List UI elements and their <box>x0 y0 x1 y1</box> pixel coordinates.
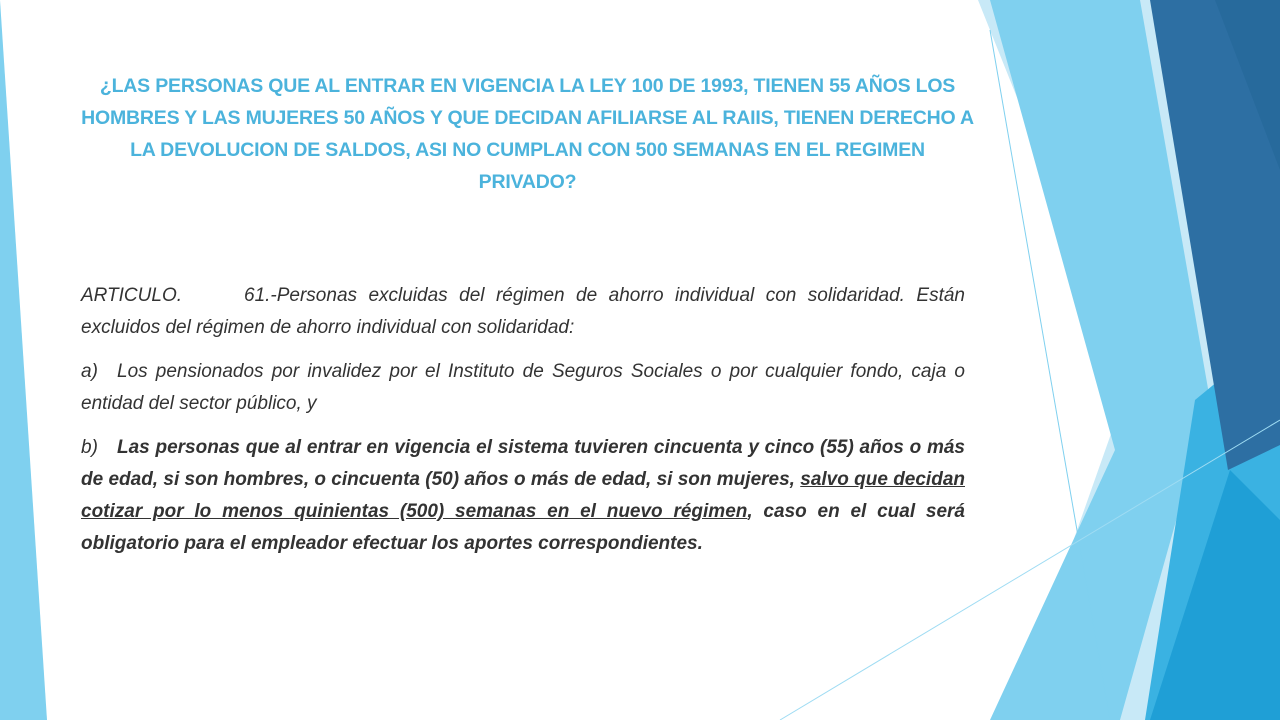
article-intro-text: 61.-Personas excluidas del régimen de ahorro individual con solidaridad. Están excluidos del régimen de ahorro individual con solidaridad: <box>81 285 965 338</box>
item-b-paragraph <box>81 432 965 560</box>
article-body <box>81 280 965 572</box>
article-intro-paragraph <box>81 280 965 344</box>
item-b-underlined-text: salvo que decidan cotizar por lo menos quinientas (500) semanas en el nuevo régimen <box>81 469 965 522</box>
item-b-end-text: , caso en el cual será obligatorio para el empleador efectuar los aportes correspondientes. <box>81 501 965 554</box>
article-heading: ARTICULO. <box>81 285 183 306</box>
left-triangle-shape <box>0 0 47 720</box>
item-a-marker: a) <box>81 361 98 382</box>
item-b-bold-text: Las personas que al entrar en vigencia el sistema tuvieren cincuenta y cinco (55) años o más de edad, si son hombres, o cincuenta (50) años o más de edad, si son mujeres, <box>81 437 965 490</box>
item-b-marker: b) <box>81 437 98 458</box>
slide-title: ¿LAS PERSONAS QUE AL ENTRAR EN VIGENCIA LA LEY 100 DE 1993, TIENEN 55 AÑOS LOS HOMBRES Y LAS MUJERES 50 AÑOS Y QUE DECIDAN AFILIARSE AL RAIIS, TIENEN DERECHO A LA DEVOLUCION DE SALDOS, ASI NO CUMPLAN CON 500 SEMANAS EN EL REGIMEN PRIVADO? <box>81 75 974 193</box>
item-a-paragraph <box>81 356 965 420</box>
item-a-text: Los pensionados por invalidez por el Instituto de Seguros Sociales o por cualquier fondo, caja o entidad del sector público, y <box>81 361 965 414</box>
